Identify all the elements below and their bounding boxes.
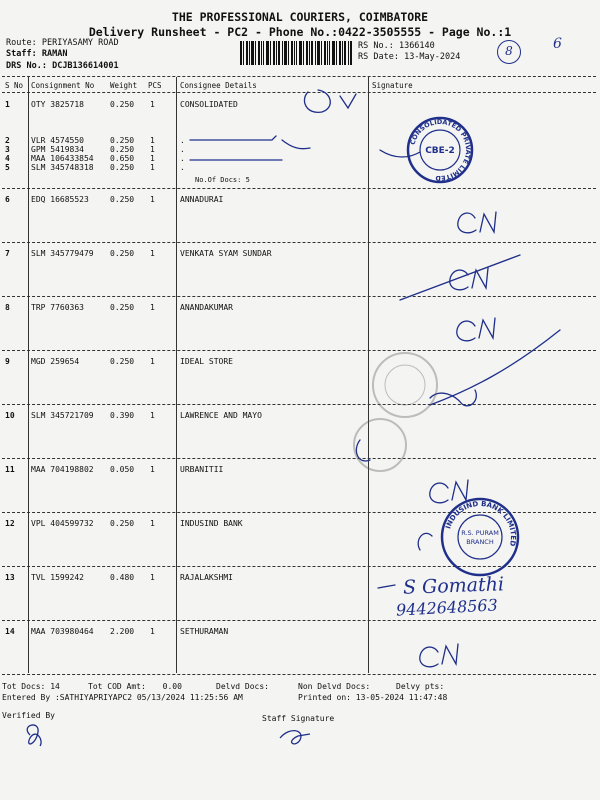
row-10-consignment: SLM 345721709 xyxy=(31,411,94,420)
circle-mark-number: 8 xyxy=(505,44,513,58)
row-6-weight: 0.250 xyxy=(110,195,135,204)
row-1-pcs: 1 xyxy=(150,100,155,109)
row-10-weight: 0.390 xyxy=(110,411,135,420)
row-2-consignee: . xyxy=(180,136,185,145)
no-of-docs: No.Of Docs: 5 xyxy=(195,176,250,184)
delvd-docs-label: Delvd Docs: xyxy=(216,682,269,691)
row-2-mark xyxy=(190,136,276,140)
staff-value: RAMAN xyxy=(41,49,68,59)
runsheet-title: Delivery Runsheet - PC2 - Phone No.:0422-3505555 - Page No.:1 xyxy=(88,25,512,39)
row-10-consignee: LAWRENCE AND MAYO xyxy=(180,411,262,420)
drs-value: DCJB136614001 xyxy=(52,61,119,71)
row-7-weight: 0.250 xyxy=(110,249,135,258)
row-5-weight: 0.250 xyxy=(110,163,135,172)
row-2-tick xyxy=(282,140,310,149)
row-12-consignment: VPL 404599732 xyxy=(31,519,94,528)
row-5-sno: 5 xyxy=(5,163,10,172)
cn-mark-n xyxy=(472,268,488,288)
faded-stamp xyxy=(354,353,437,471)
entered-by: Entered By :SATHIYAPRIYAPC2 05/13/2024 11:25:56 AM xyxy=(2,693,243,702)
row-6-consignee: ANNADURAI xyxy=(180,195,224,204)
tot-cod-label: Tot COD Amt: xyxy=(88,682,146,691)
row-7-long-stroke xyxy=(400,255,520,300)
row-9-weight: 0.250 xyxy=(110,357,135,366)
row-1-weight: 0.250 xyxy=(110,100,135,109)
handwritten-page-mark: 6 xyxy=(553,36,562,52)
row-11-consignment: MAA 704198802 xyxy=(31,465,94,474)
row-4-sno: 4 xyxy=(5,154,10,163)
col-consignee-header: Consignee Details xyxy=(180,81,257,90)
row-4-consignee: . xyxy=(180,154,185,163)
col-pcs-header: PCS xyxy=(148,81,162,90)
row-9-long-stroke xyxy=(430,330,560,405)
staff-signature-label: Staff Signature xyxy=(262,714,335,723)
cn-mark-c xyxy=(457,321,475,341)
row-1-sno: 1 xyxy=(5,100,10,109)
bank-stamp xyxy=(442,499,518,575)
company-name: THE PROFESSIONAL COURIERS, COIMBATORE xyxy=(171,10,429,24)
rs-no-label: RS No.: xyxy=(358,41,394,51)
row-13-handwritten-phone: 9442648563 xyxy=(395,595,499,620)
row-14-sno: 14 xyxy=(5,627,15,636)
row-5-pcs: 1 xyxy=(150,163,155,172)
tot-cod-value: 0.00 xyxy=(162,682,182,691)
row-13-sno: 13 xyxy=(5,573,15,582)
row-3-sno: 3 xyxy=(5,145,10,154)
row-2-pcs: 1 xyxy=(150,136,155,145)
row-6-consignment: EDQ 16685523 xyxy=(31,195,89,204)
row-4-consignment: MAA 106433854 xyxy=(31,154,94,163)
row-8-sno: 8 xyxy=(5,303,10,312)
rs-date-label: RS Date: xyxy=(358,52,399,62)
row-11-pcs: 1 xyxy=(150,465,155,474)
staff-label: Staff: xyxy=(6,49,37,59)
row-8-weight: 0.250 xyxy=(110,303,135,312)
row-12-mark xyxy=(418,533,432,550)
row-6-sno: 6 xyxy=(5,195,10,204)
row-10-sno: 10 xyxy=(5,411,15,420)
row-3-consignment: GPM 5419834 xyxy=(31,145,84,154)
col-consignment-header: Consignment No xyxy=(31,81,95,90)
row-2-sno: 2 xyxy=(5,136,10,145)
row-8-consignment: TRP 7760363 xyxy=(31,303,84,312)
cn-mark-c xyxy=(420,647,438,667)
row-6-pcs: 1 xyxy=(150,195,155,204)
row-8-consignee: ANANDAKUMAR xyxy=(180,303,233,312)
verified-by-label: Verified By xyxy=(2,711,55,720)
row-5-consignee: . xyxy=(180,163,185,172)
consolidated-stamp-center: CBE-2 xyxy=(425,146,455,156)
tot-docs-value: 14 xyxy=(50,682,60,691)
row-13-weight: 0.480 xyxy=(110,573,135,582)
row-14-consignment: MAA 703980464 xyxy=(31,627,94,636)
drs-label: DRS No.: xyxy=(6,61,47,71)
row-5-consignment: SLM 345748318 xyxy=(31,163,94,172)
col-signature-header: Signature xyxy=(372,81,413,90)
bank-stamp-line2: BRANCH xyxy=(466,538,494,546)
row-12-consignee: INDUSIND BANK xyxy=(180,519,243,528)
route-label: Route: xyxy=(6,38,37,48)
row-9-sno: 9 xyxy=(5,357,10,366)
row-9-consignee: IDEAL STORE xyxy=(180,357,233,366)
consolidated-stamp xyxy=(408,118,472,182)
row-12-sno: 12 xyxy=(5,519,15,528)
cn-mark-n xyxy=(452,480,468,500)
tot-docs xyxy=(2,682,60,691)
verified-by-signature xyxy=(27,725,41,746)
row-13-consignment: TVL 1599242 xyxy=(31,573,84,582)
non-delvd-docs-label: Non Delvd Docs: xyxy=(298,682,371,691)
row-9-pcs: 1 xyxy=(150,357,155,366)
row-11-consignee: URBANITII xyxy=(180,465,224,474)
col-sno-header: S No xyxy=(5,81,24,90)
col-weight-header: Weight xyxy=(110,81,138,90)
printed-on: Printed on: 13-05-2024 11:47:48 xyxy=(298,693,448,702)
row-7-consignment: SLM 345779479 xyxy=(31,249,94,258)
rs-date-value: 13-May-2024 xyxy=(404,52,461,62)
row-14-pcs: 1 xyxy=(150,627,155,636)
row-3-consignee: . xyxy=(180,145,185,154)
row-4-pcs: 1 xyxy=(150,154,155,163)
row-10-pcs: 1 xyxy=(150,411,155,420)
cn-mark-n xyxy=(479,318,495,338)
row-1-consignee: CONSOLIDATED xyxy=(180,100,238,109)
route-value: PERIYASAMY ROAD xyxy=(41,38,119,48)
staff-signature-mark xyxy=(280,731,310,744)
row-2-weight: 0.250 xyxy=(110,136,135,145)
row-3-pcs: 1 xyxy=(150,145,155,154)
row-12-pcs: 1 xyxy=(150,519,155,528)
cn-mark-n xyxy=(480,212,496,232)
row-7-consignee: VENKATA SYAM SUNDAR xyxy=(180,249,272,258)
row-1-scribble xyxy=(304,90,330,112)
row-13-consignee: RAJALAKSHMI xyxy=(180,573,233,582)
row-1-check xyxy=(340,94,356,108)
row-13-handwritten-name: S Gomathi xyxy=(402,573,505,599)
consolidated-stamp-ring: CONSOLIDATED PRIVATE LIMITED xyxy=(408,117,473,183)
bank-stamp-ring: INDUSIND BANK LIMITED xyxy=(444,499,518,547)
row-14-weight: 2.200 xyxy=(110,627,135,636)
row-11-weight: 0.050 xyxy=(110,465,135,474)
cn-mark-n xyxy=(442,644,458,664)
row-2-consignment: VLR 4574550 xyxy=(31,136,84,145)
row-3-sign xyxy=(380,150,420,157)
tot-docs-label: Tot Docs: xyxy=(2,682,46,691)
row-3-weight: 0.250 xyxy=(110,145,135,154)
cn-mark-c xyxy=(430,483,448,503)
row-8-pcs: 1 xyxy=(150,303,155,312)
row-4-weight: 0.650 xyxy=(110,154,135,163)
row-11-sno: 11 xyxy=(5,465,15,474)
row-9-consignment: MGD 259654 xyxy=(31,357,80,366)
delvy-pts-label: Delvy pts: xyxy=(396,682,445,691)
row-1-consignment: OTY 3825718 xyxy=(31,100,84,109)
row-12-weight: 0.250 xyxy=(110,519,135,528)
row-13-dash xyxy=(378,585,395,588)
tot-cod xyxy=(88,682,182,691)
row-13-pcs: 1 xyxy=(150,573,155,582)
row-7-pcs: 1 xyxy=(150,249,155,258)
bank-stamp-line1: R.S. PURAM xyxy=(461,529,499,537)
row-7-sno: 7 xyxy=(5,249,10,258)
row-14-consignee: SETHURAMAN xyxy=(180,627,229,636)
rs-no-value: 1366140 xyxy=(398,41,435,51)
